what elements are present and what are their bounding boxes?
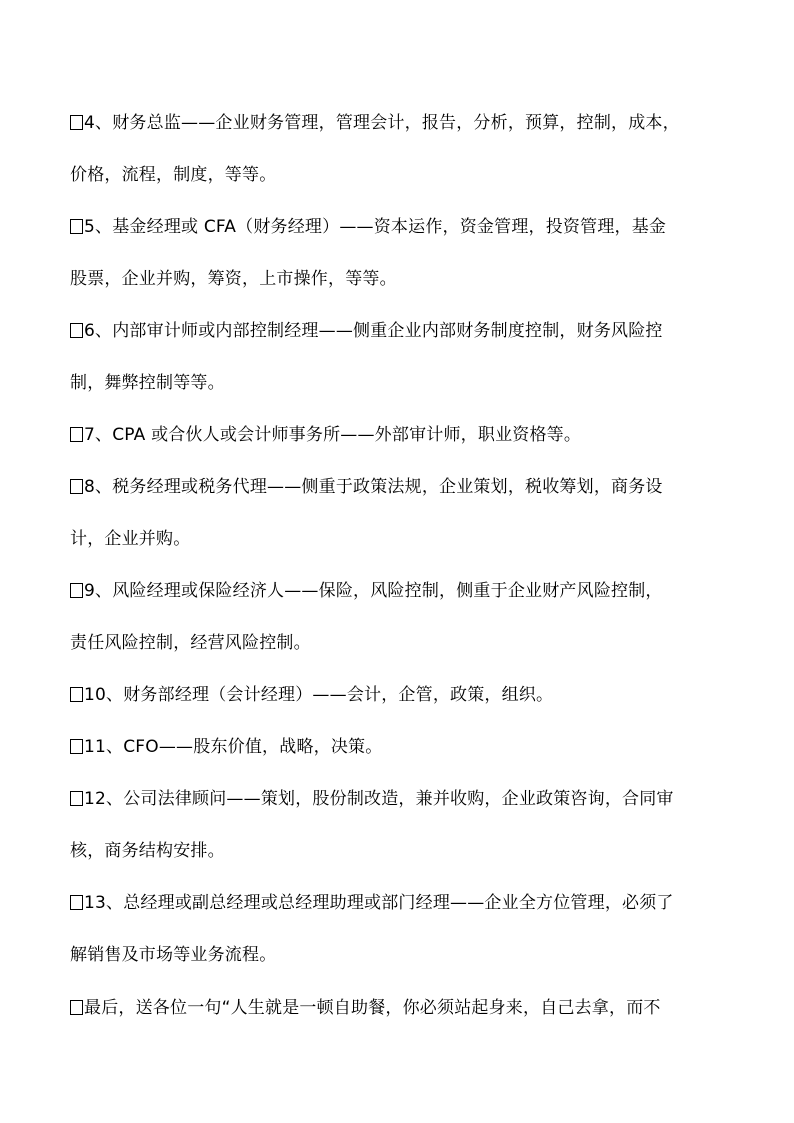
paragraph-item-9-line-1: 9、风险经理或保险经济人——保险，风险控制，侧重于企业财产风险控制， (70, 578, 720, 604)
paragraph-item-10-line-1: 10、财务部经理（会计经理）——会计，企管，政策，组织。 (70, 682, 720, 708)
checkbox-square-icon (70, 895, 83, 910)
paragraph-item-7-line-1: 7、CPA 或合伙人或会计师事务所——外部审计师，职业资格等。 (70, 422, 720, 448)
paragraph-item-13-line-1: 13、总经理或副总经理或总经理助理或部门经理——企业全方位管理，必须了 (70, 890, 720, 916)
paragraph-item-4-line-2: 价格，流程，制度，等等。 (70, 165, 277, 185)
paragraph-item-11-line-1: 11、CFO——股东价值，战略，决策。 (70, 734, 720, 760)
paragraph-item-6-line-2: 制，舞弊控制等等。 (70, 373, 225, 393)
checkbox-square-icon (70, 687, 83, 702)
checkbox-square-icon (70, 739, 83, 754)
checkbox-square-icon (70, 323, 83, 338)
checkbox-square-icon (70, 115, 83, 130)
paragraph-item-12-line-1: 12、公司法律顾问——策划，股份制改造，兼并收购，企业政策咨询，合同审 (70, 786, 720, 812)
paragraph-closing-line-1: 最后，送各位一句“人生就是一顿自助餐，你必须站起身来，自己去拿，而不 (70, 995, 720, 1021)
paragraph-item-12-line-2: 核，商务结构安排。 (70, 841, 225, 861)
paragraph-item-8-line-2: 计，企业并购。 (70, 529, 191, 549)
checkbox-square-icon (70, 219, 83, 234)
checkbox-square-icon (70, 479, 83, 494)
checkbox-square-icon (70, 427, 83, 442)
checkbox-square-icon (70, 1000, 83, 1015)
paragraph-item-6-line-1: 6、内部审计师或内部控制经理——侧重企业内部财务制度控制，财务风险控 (70, 318, 720, 344)
paragraph-item-9-line-2: 责任风险控制，经营风险控制。 (70, 633, 311, 653)
checkbox-square-icon (70, 791, 83, 806)
paragraph-item-4-line-1: 4、财务总监——企业财务管理，管理会计，报告，分析，预算，控制，成本， (70, 110, 720, 136)
paragraph-item-5-line-2: 股票，企业并购，筹资，上市操作，等等。 (70, 269, 397, 289)
checkbox-square-icon (70, 583, 83, 598)
paragraph-item-5-line-1: 5、基金经理或 CFA（财务经理）——资本运作，资金管理，投资管理，基金 (70, 214, 720, 240)
paragraph-item-13-line-2: 解销售及市场等业务流程。 (70, 945, 277, 965)
paragraph-item-8-line-1: 8、税务经理或税务代理——侧重于政策法规，企业策划，税收筹划，商务设 (70, 474, 720, 500)
